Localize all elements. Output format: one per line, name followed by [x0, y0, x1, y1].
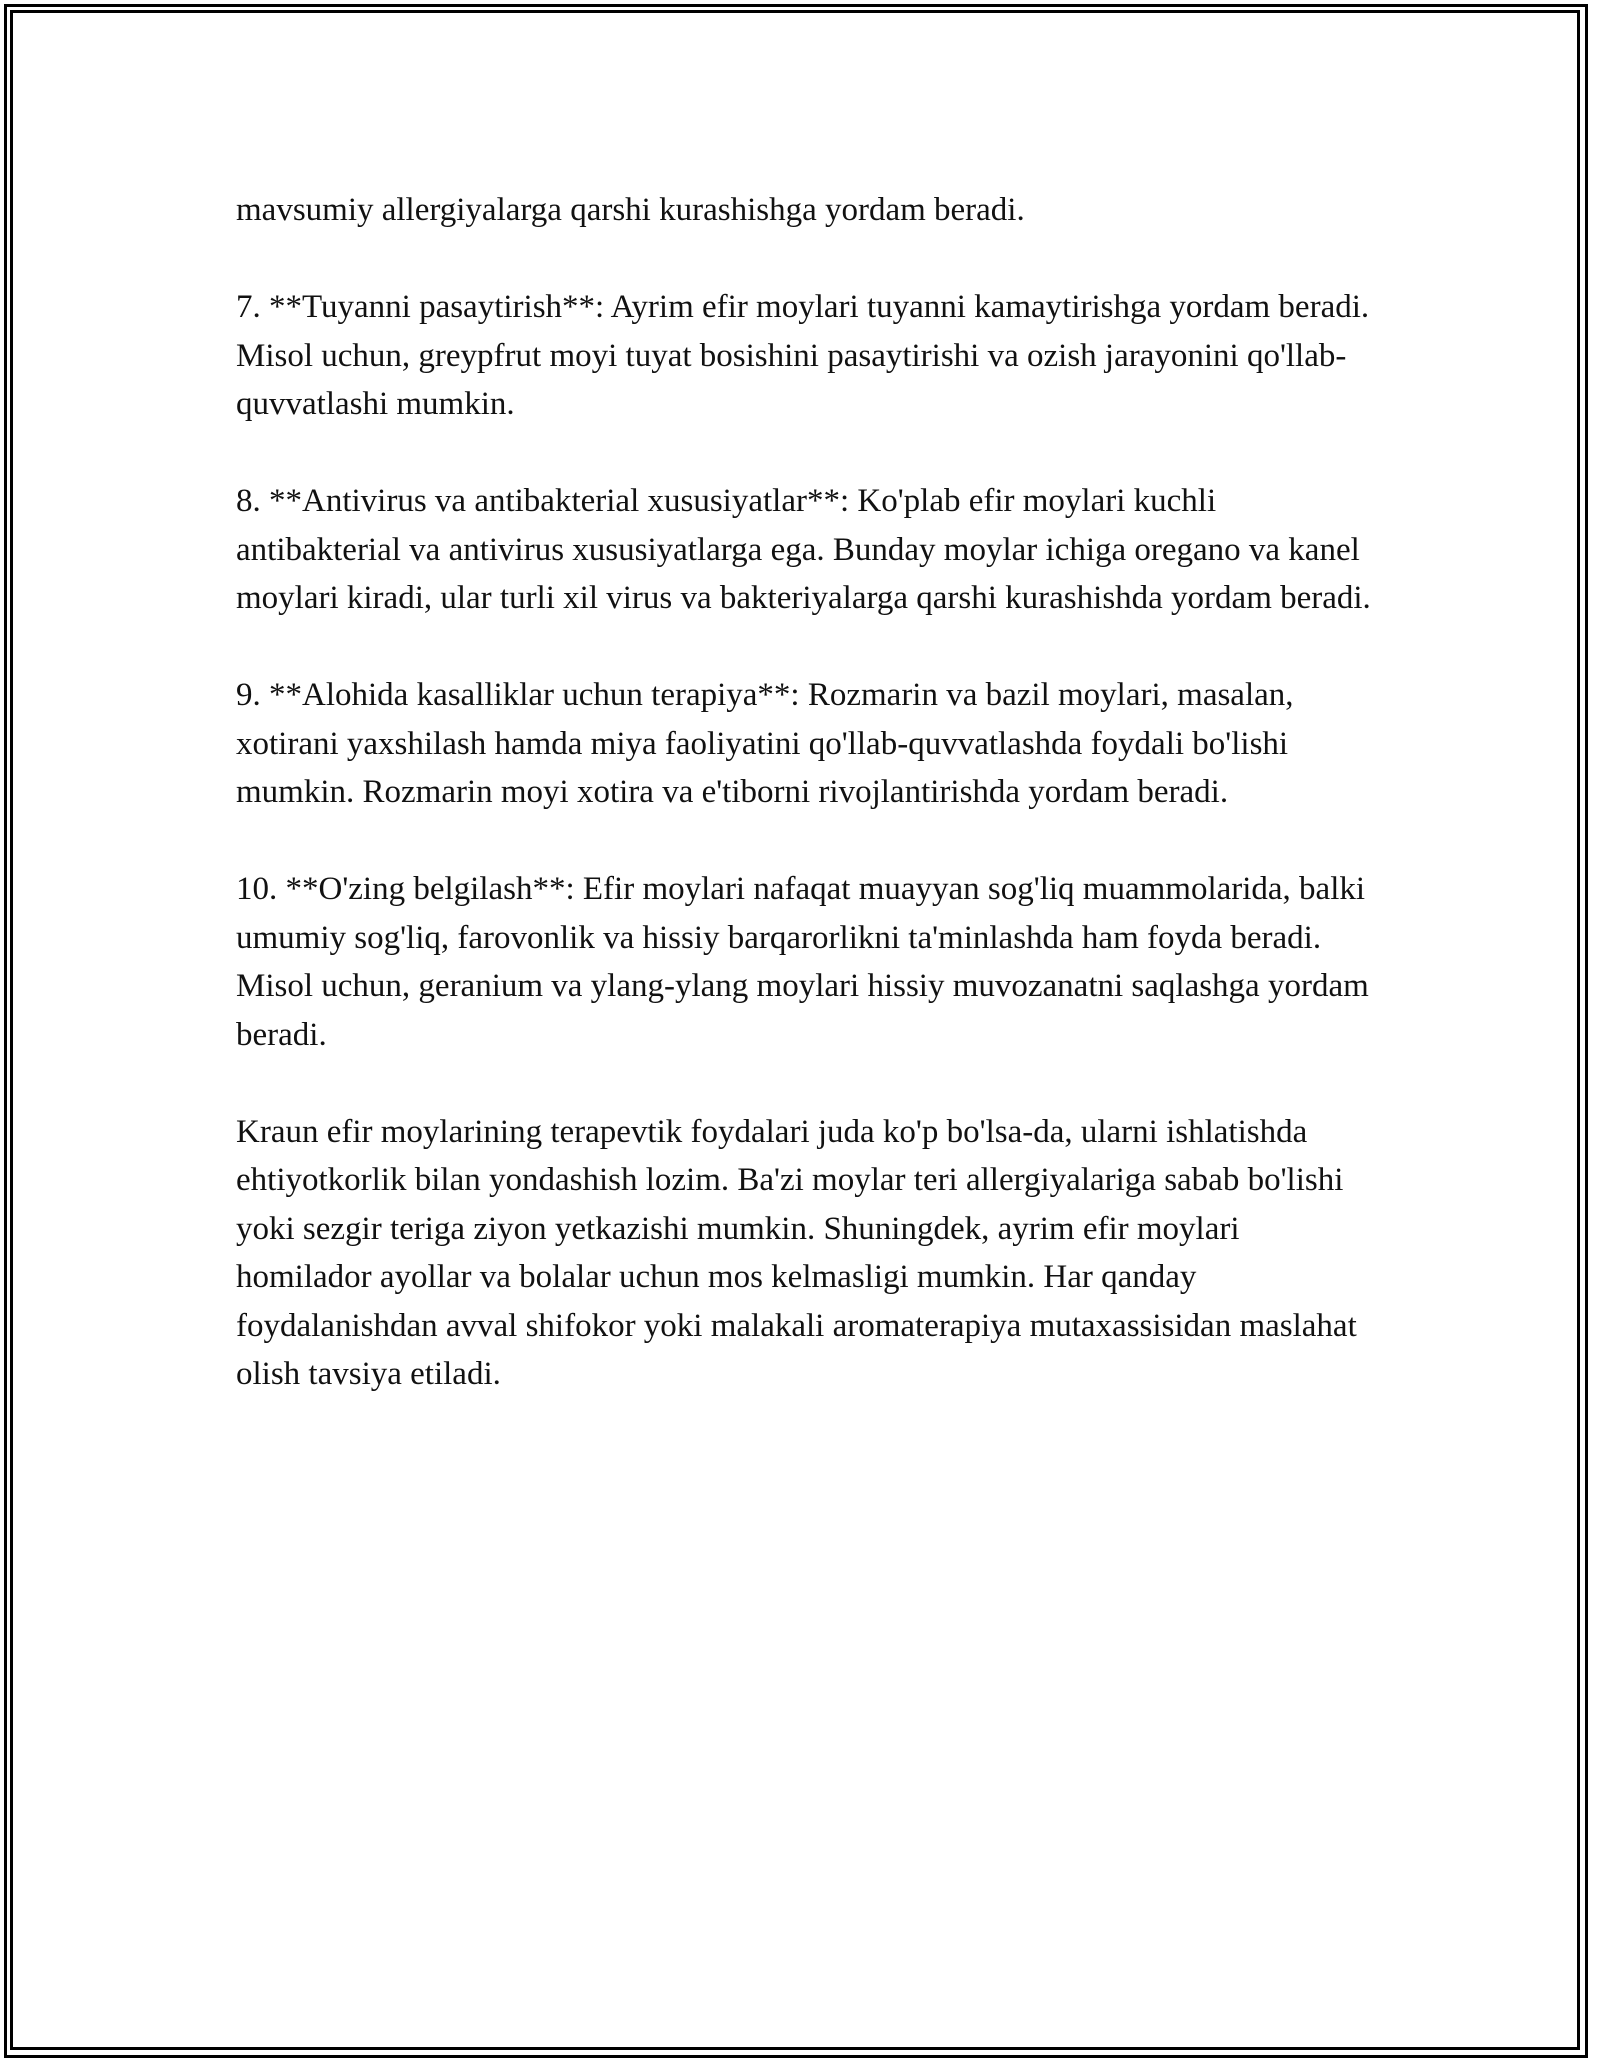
paragraph-item-8: 8. **Antivirus va antibakterial xususiyatlar**: Ko'plab efir moylari kuchli antibakterial va antivirus xususiyatlarga ega. Bunday moylar ichiga oregano va kanel moylari kiradi, ular turli xil virus va bakteriyalarga qarshi kurashishda yordam beradi.	[236, 483, 1371, 616]
paragraph-item-10: 10. **O'zing belgilash**: Efir moylari nafaqat muayyan sog'liq muammolarida, balki umumiy sog'liq, farovonlik va hissiy barqarorlikni ta'minlashda ham foyda beradi. Misol uchun, geranium va ylang-ylang moylari hissiy muvozanatni saqlashga yordam beradi.	[236, 871, 1369, 1053]
document-body	[236, 186, 1376, 1399]
paragraph-item-9: 9. **Alohida kasalliklar uchun terapiya**: Rozmarin va bazil moylari, masalan, xotirani yaxshilash hamda miya faoliyatini qo'llab-quvvatlashda foydali bo'lishi mumkin. Rozmarin moyi xotira va e'tiborni rivojlantirishda yordam beradi.	[236, 677, 1294, 810]
paragraph-item-7: 7. **Tuyanni pasaytirish**: Ayrim efir moylari tuyanni kamaytirishga yordam beradi. Misol uchun, greypfrut moyi tuyat bosishini pasaytirishi va ozish jarayonini qo'llab-quvvatlashi mumkin.	[236, 289, 1370, 422]
paragraph-conclusion: Kraun efir moylarining terapevtik foydalari juda ko'p bo'lsa-da, ularni ishlatishda ehtiyotkorlik bilan yondashish lozim. Ba'zi moylar teri allergiyalariga sabab bo'lishi yoki sezgir teriga ziyon yetkazishi mumkin. Shuningdek, ayrim efir moylari homilador ayollar va bolalar uchun mos kelmasligi mumkin. Har qanday foydalanishdan avval shifokor yoki malakali aromaterapiya mutaxassisidan maslahat olish tavsiya etiladi.	[236, 1113, 1357, 1392]
paragraph-continuation: mavsumiy allergiyalarga qarshi kurashishga yordam beradi.	[236, 192, 1025, 228]
